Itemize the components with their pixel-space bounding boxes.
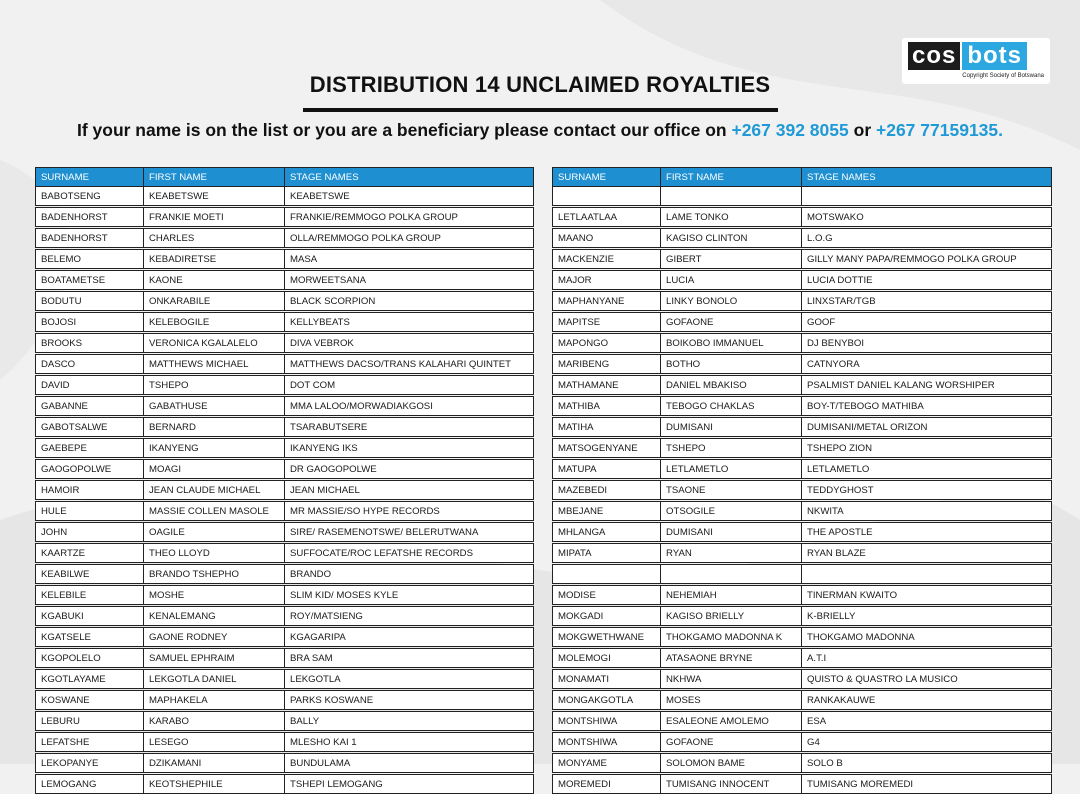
first-name-cell: SOLOMON BAME — [661, 754, 802, 773]
table-row — [553, 544, 1052, 563]
surname-cell: MIPATA — [553, 544, 661, 563]
surname-cell: MONAMATI — [553, 670, 661, 689]
table-row — [36, 355, 534, 374]
first-name-cell: OAGILE — [144, 523, 285, 542]
stage-name-cell: L.O.G — [802, 229, 1052, 248]
stage-name-cell: LEKGOTLA — [285, 670, 534, 689]
first-name-cell: THOKGAMO MADONNA K — [661, 628, 802, 647]
first-name-cell: TSAONE — [661, 481, 802, 500]
surname-cell: MAJOR — [553, 271, 661, 290]
table-row — [36, 208, 534, 227]
surname-cell: MONYAME — [553, 754, 661, 773]
surname-cell: KGOPOLELO — [36, 649, 144, 668]
first-name-cell: KENALEMANG — [144, 607, 285, 626]
column-header-first-name: FIRST NAME — [661, 168, 802, 187]
logo-tagline: Copyright Society of Botswana — [962, 73, 1044, 79]
surname-cell: HULE — [36, 502, 144, 521]
table-row — [553, 292, 1052, 311]
stage-name-cell: TINERMAN KWAITO — [802, 586, 1052, 605]
royalties-table-left — [35, 167, 534, 794]
stage-name-cell: DR GAOGOPOLWE — [285, 460, 534, 479]
table-row — [36, 187, 534, 206]
column-header-stage-names: STAGE NAMES — [285, 168, 534, 187]
stage-name-cell: MASA — [285, 250, 534, 269]
first-name-cell: DUMISANI — [661, 523, 802, 542]
stage-name-cell: DIVA VEBROK — [285, 334, 534, 353]
table-row — [553, 481, 1052, 500]
stage-name-cell: JEAN MICHAEL — [285, 481, 534, 500]
first-name-cell: JEAN CLAUDE MICHAEL — [144, 481, 285, 500]
stage-name-cell: TUMISANG MOREMEDI — [802, 775, 1052, 794]
table-row — [553, 397, 1052, 416]
first-name-cell: ESALEONE AMOLEMO — [661, 712, 802, 731]
table-row — [553, 691, 1052, 710]
stage-name-cell: NKWITA — [802, 502, 1052, 521]
first-name-cell: KAONE — [144, 271, 285, 290]
surname-cell: MAZEBEDI — [553, 481, 661, 500]
stage-name-cell: MLESHO KAI 1 — [285, 733, 534, 752]
stage-name-cell: BALLY — [285, 712, 534, 731]
table-row — [553, 733, 1052, 752]
table-row — [36, 712, 534, 731]
surname-cell: MARIBENG — [553, 355, 661, 374]
surname-cell: MATHAMANE — [553, 376, 661, 395]
surname-cell: MAPITSE — [553, 313, 661, 332]
first-name-cell: MATTHEWS MICHAEL — [144, 355, 285, 374]
stage-name-cell: DJ BENYBOI — [802, 334, 1052, 353]
logo-cos: cos — [908, 42, 960, 70]
table-row — [36, 460, 534, 479]
surname-cell: LEMOGANG — [36, 775, 144, 794]
table-row — [553, 229, 1052, 248]
surname-cell: MONGAKGOTLA — [553, 691, 661, 710]
phone-number-1[interactable]: +267 392 8055 — [731, 120, 849, 140]
table-row — [553, 607, 1052, 626]
table-row — [36, 397, 534, 416]
column-header-surname: SURNAME — [553, 168, 661, 187]
stage-name-cell: SOLO B — [802, 754, 1052, 773]
table-header-row — [36, 168, 534, 187]
surname-cell: MOKGADI — [553, 607, 661, 626]
surname-cell — [553, 187, 661, 206]
stage-name-cell: TSARABUTSERE — [285, 418, 534, 437]
table-row — [553, 355, 1052, 374]
table-row — [553, 250, 1052, 269]
table-row — [36, 439, 534, 458]
surname-cell: MBEJANE — [553, 502, 661, 521]
first-name-cell — [661, 565, 802, 584]
stage-name-cell: A.T.I — [802, 649, 1052, 668]
surname-cell: MHLANGA — [553, 523, 661, 542]
logo-bots: bots — [962, 42, 1027, 70]
stage-name-cell: LETLAMETLO — [802, 460, 1052, 479]
first-name-cell: ATASAONE BRYNE — [661, 649, 802, 668]
table-row — [553, 523, 1052, 542]
table-row — [36, 229, 534, 248]
stage-name-cell: GOOF — [802, 313, 1052, 332]
table-row — [36, 649, 534, 668]
surname-cell — [553, 565, 661, 584]
surname-cell: MATHIBA — [553, 397, 661, 416]
first-name-cell: MOSES — [661, 691, 802, 710]
surname-cell: GAOGOPOLWE — [36, 460, 144, 479]
first-name-cell: GOFAONE — [661, 313, 802, 332]
first-name-cell: LEKGOTLA DANIEL — [144, 670, 285, 689]
surname-cell: BADENHORST — [36, 229, 144, 248]
surname-cell: KAARTZE — [36, 544, 144, 563]
stage-name-cell — [802, 565, 1052, 584]
first-name-cell — [661, 187, 802, 206]
first-name-cell: KEOTSHEPHILE — [144, 775, 285, 794]
stage-name-cell: BUNDULAMA — [285, 754, 534, 773]
first-name-cell: OTSOGILE — [661, 502, 802, 521]
table-row — [553, 586, 1052, 605]
stage-name-cell: LINXSTAR/TGB — [802, 292, 1052, 311]
stage-name-cell: PSALMIST DANIEL KALANG WORSHIPER — [802, 376, 1052, 395]
surname-cell: MATIHA — [553, 418, 661, 437]
stage-name-cell: K-BRIELLY — [802, 607, 1052, 626]
surname-cell: BOATAMETSE — [36, 271, 144, 290]
stage-name-cell: CATNYORA — [802, 355, 1052, 374]
surname-cell: BABOTSENG — [36, 187, 144, 206]
first-name-cell: TEBOGO CHAKLAS — [661, 397, 802, 416]
table-row — [553, 271, 1052, 290]
table-row — [36, 628, 534, 647]
first-name-cell: LUCIA — [661, 271, 802, 290]
table-row — [553, 775, 1052, 794]
stage-name-cell: LUCIA DOTTIE — [802, 271, 1052, 290]
first-name-cell: TUMISANG INNOCENT — [661, 775, 802, 794]
first-name-cell: KAGISO CLINTON — [661, 229, 802, 248]
first-name-cell: DANIEL MBAKISO — [661, 376, 802, 395]
table-row — [36, 670, 534, 689]
first-name-cell: LETLAMETLO — [661, 460, 802, 479]
first-name-cell: IKANYENG — [144, 439, 285, 458]
surname-cell: LEKOPANYE — [36, 754, 144, 773]
column-header-first-name: FIRST NAME — [144, 168, 285, 187]
table-row — [36, 691, 534, 710]
stage-name-cell: ESA — [802, 712, 1052, 731]
surname-cell: LEBURU — [36, 712, 144, 731]
first-name-cell: TSHEPO — [144, 376, 285, 395]
surname-cell: KGOTLAYAME — [36, 670, 144, 689]
table-row — [36, 754, 534, 773]
stage-name-cell: BRA SAM — [285, 649, 534, 668]
surname-cell: MAANO — [553, 229, 661, 248]
first-name-cell: NEHEMIAH — [661, 586, 802, 605]
stage-name-cell: TSHEPI LEMOGANG — [285, 775, 534, 794]
stage-name-cell: BRANDO — [285, 565, 534, 584]
surname-cell: LETLAATLAA — [553, 208, 661, 227]
title-underline — [303, 108, 778, 112]
table-row — [553, 439, 1052, 458]
stage-name-cell: SIRE/ RASEMENOTSWE/ BELERUTWANA — [285, 523, 534, 542]
stage-name-cell: RANKAKAUWE — [802, 691, 1052, 710]
stage-name-cell: ROY/MATSIENG — [285, 607, 534, 626]
first-name-cell: BOIKOBO IMMANUEL — [661, 334, 802, 353]
first-name-cell: RYAN — [661, 544, 802, 563]
stage-name-cell — [802, 187, 1052, 206]
table-row — [553, 187, 1052, 206]
first-name-cell: ONKARABILE — [144, 292, 285, 311]
stage-name-cell: KELLYBEATS — [285, 313, 534, 332]
stage-name-cell: QUISTO & QUASTRO LA MUSICO — [802, 670, 1052, 689]
first-name-cell: KAGISO BRIELLY — [661, 607, 802, 626]
stage-name-cell: TEDDYGHOST — [802, 481, 1052, 500]
first-name-cell: VERONICA KGALALELO — [144, 334, 285, 353]
first-name-cell: GAONE RODNEY — [144, 628, 285, 647]
surname-cell: JOHN — [36, 523, 144, 542]
surname-cell: MACKENZIE — [553, 250, 661, 269]
stage-name-cell: DOT COM — [285, 376, 534, 395]
stage-name-cell: THE APOSTLE — [802, 523, 1052, 542]
first-name-cell: MOSHE — [144, 586, 285, 605]
surname-cell: HAMOIR — [36, 481, 144, 500]
table-row — [553, 376, 1052, 395]
surname-cell: MATSOGENYANE — [553, 439, 661, 458]
surname-cell: MONTSHIWA — [553, 712, 661, 731]
stage-name-cell: MOTSWAKO — [802, 208, 1052, 227]
table-row — [36, 607, 534, 626]
surname-cell: MONTSHIWA — [553, 733, 661, 752]
table-row — [36, 313, 534, 332]
surname-cell: MOLEMOGI — [553, 649, 661, 668]
first-name-cell: GOFAONE — [661, 733, 802, 752]
stage-name-cell: MMA LALOO/MORWADIAKGOSI — [285, 397, 534, 416]
first-name-cell: TSHEPO — [661, 439, 802, 458]
surname-cell: BODUTU — [36, 292, 144, 311]
contact-line — [0, 120, 1080, 141]
contact-or: or — [853, 120, 872, 140]
first-name-cell: LESEGO — [144, 733, 285, 752]
first-name-cell: GABATHUSE — [144, 397, 285, 416]
table-row — [553, 502, 1052, 521]
first-name-cell: LAME TONKO — [661, 208, 802, 227]
table-row — [553, 418, 1052, 437]
stage-name-cell: FRANKIE/REMMOGO POLKA GROUP — [285, 208, 534, 227]
first-name-cell: NKHWA — [661, 670, 802, 689]
first-name-cell: BRANDO TSHEPHO — [144, 565, 285, 584]
stage-name-cell: IKANYENG IKS — [285, 439, 534, 458]
table-row — [553, 565, 1052, 584]
first-name-cell: BOTHO — [661, 355, 802, 374]
surname-cell: BADENHORST — [36, 208, 144, 227]
table-row — [36, 544, 534, 563]
first-name-cell: KEABETSWE — [144, 187, 285, 206]
table-row — [36, 376, 534, 395]
stage-name-cell: SUFFOCATE/ROC LEFATSHE RECORDS — [285, 544, 534, 563]
stage-name-cell: BOY-T/TEBOGO MATHIBA — [802, 397, 1052, 416]
first-name-cell: CHARLES — [144, 229, 285, 248]
table-row — [36, 418, 534, 437]
first-name-cell: LINKY BONOLO — [661, 292, 802, 311]
table-row — [553, 712, 1052, 731]
first-name-cell: DUMISANI — [661, 418, 802, 437]
phone-number-2[interactable]: +267 77159135. — [876, 120, 1004, 140]
surname-cell: BROOKS — [36, 334, 144, 353]
surname-cell: KEABILWE — [36, 565, 144, 584]
surname-cell: MODISE — [553, 586, 661, 605]
surname-cell: KOSWANE — [36, 691, 144, 710]
stage-name-cell: SLIM KID/ MOSES KYLE — [285, 586, 534, 605]
surname-cell: KELEBILE — [36, 586, 144, 605]
table-row — [553, 313, 1052, 332]
stage-name-cell: BLACK SCORPION — [285, 292, 534, 311]
surname-cell: GABANNE — [36, 397, 144, 416]
table-row — [553, 754, 1052, 773]
stage-name-cell: DUMISANI/METAL ORIZON — [802, 418, 1052, 437]
stage-name-cell: MORWEETSANA — [285, 271, 534, 290]
first-name-cell: FRANKIE MOETI — [144, 208, 285, 227]
first-name-cell: BERNARD — [144, 418, 285, 437]
table-row — [553, 670, 1052, 689]
table-row — [553, 649, 1052, 668]
table-row — [36, 334, 534, 353]
surname-cell: BELEMO — [36, 250, 144, 269]
surname-cell: DASCO — [36, 355, 144, 374]
surname-cell: MATUPA — [553, 460, 661, 479]
surname-cell: GABOTSALWE — [36, 418, 144, 437]
table-row — [36, 565, 534, 584]
table-row — [36, 292, 534, 311]
surname-cell: DAVID — [36, 376, 144, 395]
first-name-cell: KELEBOGILE — [144, 313, 285, 332]
contact-prefix: If your name is on the list or you are a beneficiary please contact our office on — [76, 120, 727, 140]
surname-cell: BOJOSI — [36, 313, 144, 332]
stage-name-cell: MR MASSIE/SO HYPE RECORDS — [285, 502, 534, 521]
stage-name-cell: MATTHEWS DACSO/TRANS KALAHARI QUINTET — [285, 355, 534, 374]
first-name-cell: MAPHAKELA — [144, 691, 285, 710]
table-row — [36, 733, 534, 752]
first-name-cell: DZIKAMANI — [144, 754, 285, 773]
surname-cell: MOREMEDI — [553, 775, 661, 794]
table-row — [553, 628, 1052, 647]
first-name-cell: KEBADIRETSE — [144, 250, 285, 269]
first-name-cell: MASSIE COLLEN MASOLE — [144, 502, 285, 521]
table-row — [553, 208, 1052, 227]
page-title: DISTRIBUTION 14 UNCLAIMED ROYALTIES — [309, 72, 771, 97]
surname-cell: MOKGWETHWANE — [553, 628, 661, 647]
royalties-table-right — [552, 167, 1052, 794]
table-row — [36, 775, 534, 794]
surname-cell: LEFATSHE — [36, 733, 144, 752]
table-row — [36, 250, 534, 269]
stage-name-cell: GILLY MANY PAPA/REMMOGO POLKA GROUP — [802, 250, 1052, 269]
table-row — [553, 460, 1052, 479]
first-name-cell: GIBERT — [661, 250, 802, 269]
stage-name-cell: OLLA/REMMOGO POLKA GROUP — [285, 229, 534, 248]
stage-name-cell: KGAGARIPA — [285, 628, 534, 647]
surname-cell: GAEBEPE — [36, 439, 144, 458]
stage-name-cell: TSHEPO ZION — [802, 439, 1052, 458]
column-header-stage-names: STAGE NAMES — [802, 168, 1052, 187]
table-row — [553, 334, 1052, 353]
stage-name-cell: G4 — [802, 733, 1052, 752]
table-row — [36, 271, 534, 290]
column-header-surname: SURNAME — [36, 168, 144, 187]
first-name-cell: MOAGI — [144, 460, 285, 479]
first-name-cell: SAMUEL EPHRAIM — [144, 649, 285, 668]
table-row — [36, 481, 534, 500]
surname-cell: MAPHANYANE — [553, 292, 661, 311]
stage-name-cell: PARKS KOSWANE — [285, 691, 534, 710]
surname-cell: KGATSELE — [36, 628, 144, 647]
stage-name-cell: RYAN BLAZE — [802, 544, 1052, 563]
surname-cell: KGABUKI — [36, 607, 144, 626]
table-row — [36, 586, 534, 605]
stage-name-cell: KEABETSWE — [285, 187, 534, 206]
table-row — [36, 502, 534, 521]
first-name-cell: KARABO — [144, 712, 285, 731]
stage-name-cell: THOKGAMO MADONNA — [802, 628, 1052, 647]
table-header-row — [553, 168, 1052, 187]
first-name-cell: THEO LLOYD — [144, 544, 285, 563]
table-row — [36, 523, 534, 542]
surname-cell: MAPONGO — [553, 334, 661, 353]
